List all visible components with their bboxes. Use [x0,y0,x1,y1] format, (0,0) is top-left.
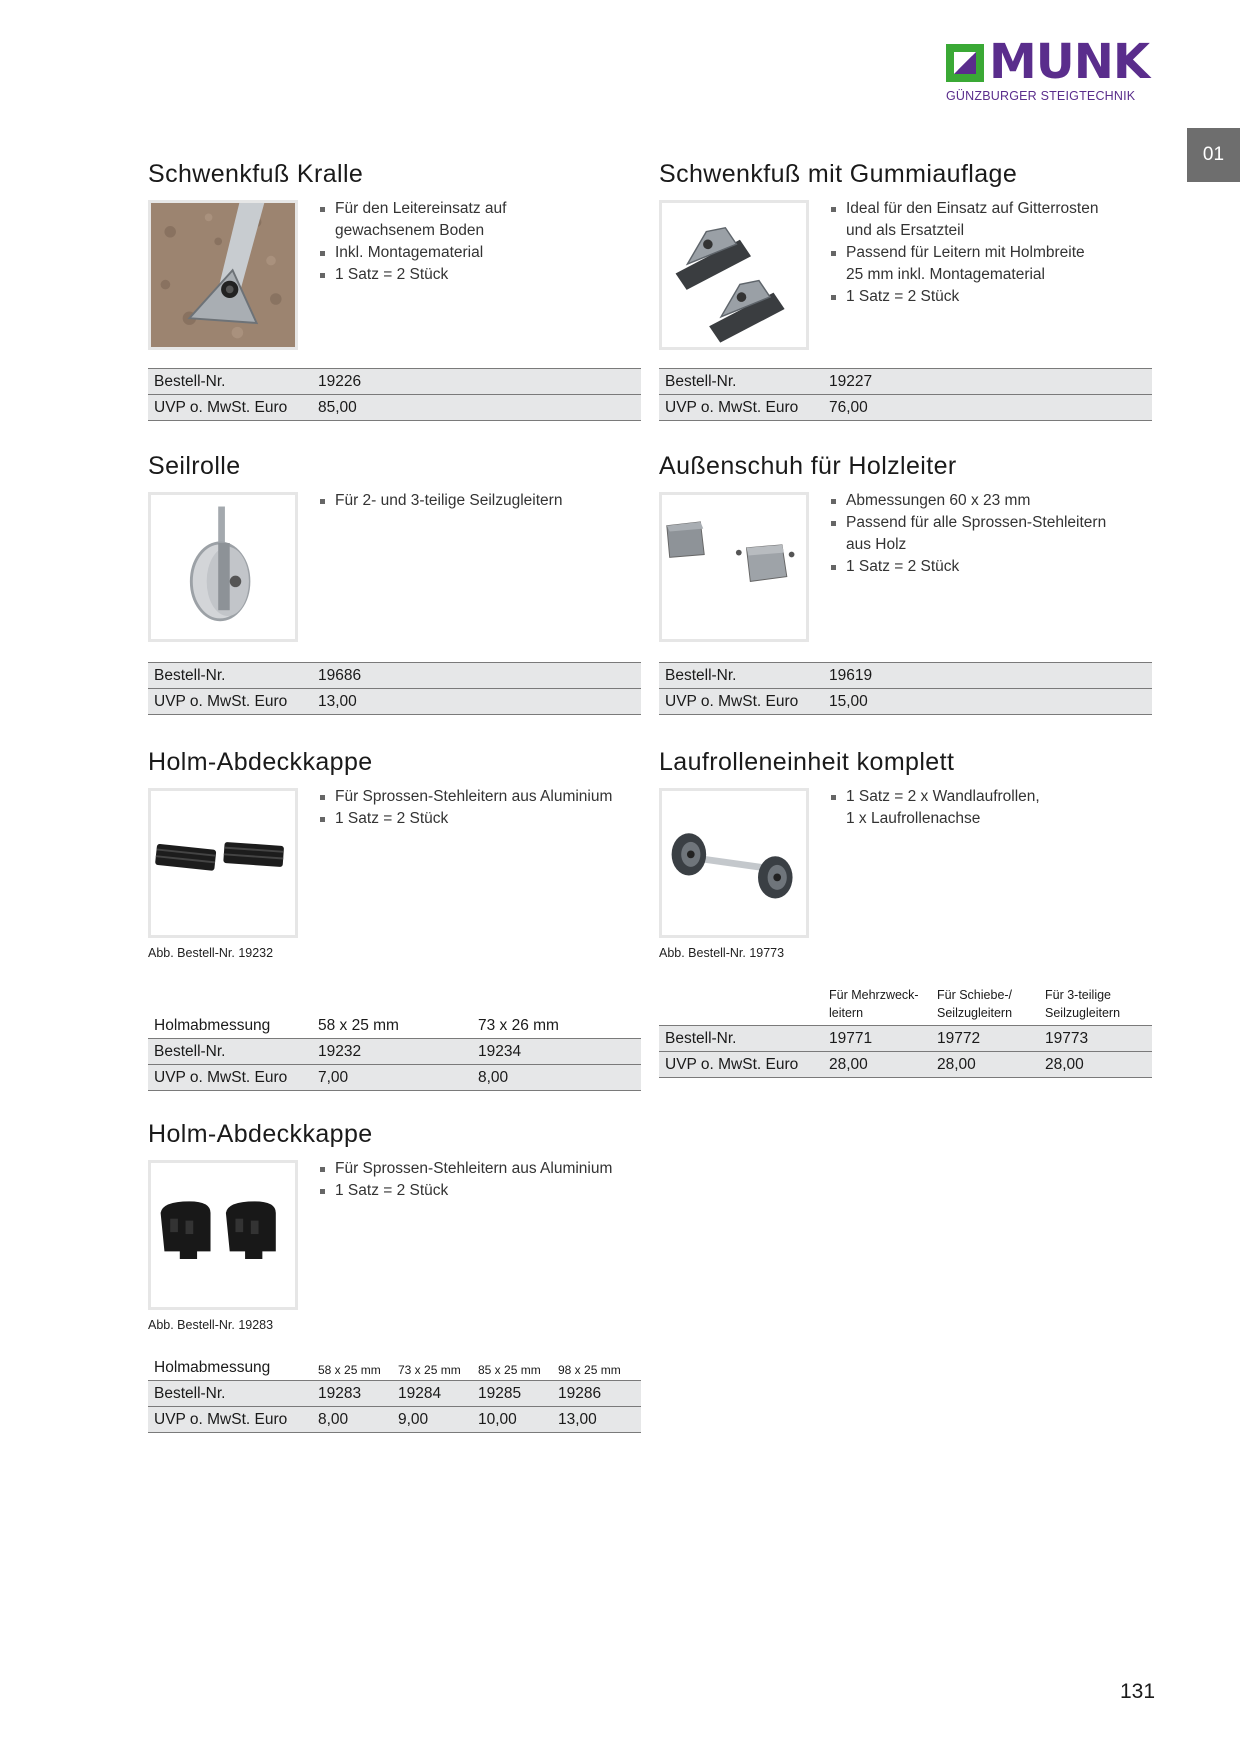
table-cell: 19226 [312,369,641,395]
bullet-item: 1 Satz = 2 Stück [318,808,612,830]
table-row [659,1052,1152,1078]
product-bullets [829,198,1098,308]
product-image [659,492,809,642]
table-cell: 19234 [472,1039,641,1065]
table-cell: UVP o. MwSt. Euro [148,1065,312,1091]
product-bullets [318,786,612,830]
table-header-cell: 73 x 25 mm [398,1363,461,1377]
table-row [148,369,641,395]
bullet-item: Inkl. Montagematerial [318,242,506,264]
table-cell: 19284 [392,1381,472,1407]
table-header-row [148,1010,641,1039]
chapter-tab[interactable]: 01 [1187,128,1240,182]
bullet-item: und als Ersatzteil [846,222,965,239]
table-cell: Bestell-Nr. [148,1039,312,1065]
table-row [148,1407,641,1433]
table-cell: UVP o. MwSt. Euro [148,689,312,715]
product-title: Seilrolle [148,452,241,480]
spec-table [148,1352,641,1433]
product-bullets [829,786,1040,830]
product-image [659,788,809,938]
table-header-cell: Für Schiebe-/ Seilzugleitern [937,988,1013,1020]
bullet-item: 25 mm inkl. Montagematerial [846,266,1045,283]
logo-tagline: GÜNZBURGER STEIGTECHNIK [946,89,1136,103]
table-header-cell: Holmabmessung [154,1017,271,1034]
table-cell: Bestell-Nr. [659,1026,823,1052]
product-bullets [829,490,1106,578]
table-cell: UVP o. MwSt. Euro [148,395,312,421]
table-cell: 19773 [1039,1026,1152,1052]
product-image [148,788,298,938]
table-row [148,1039,641,1065]
table-header-cell: 98 x 25 mm [558,1363,621,1377]
table-cell: Bestell-Nr. [148,663,312,689]
table-cell: 19283 [312,1381,392,1407]
bullet-item: Passend für alle Sprossen-Stehleitern [829,512,1106,534]
table-cell: Bestell-Nr. [659,369,823,395]
table-cell: 19232 [312,1039,472,1065]
table-cell: Bestell-Nr. [148,1381,312,1407]
table-row [148,663,641,689]
product-image [148,492,298,642]
bullet-item: 1 Satz = 2 Stück [829,556,1106,578]
bullet-item: 1 Satz = 2 Stück [318,264,506,286]
table-cell: UVP o. MwSt. Euro [659,395,823,421]
bullet-item: 1 Satz = 2 x Wandlaufrollen, [829,786,1040,808]
product-title: Holm-Abdeckkappe [148,748,373,776]
table-cell: 85,00 [312,395,641,421]
table-cell: 19772 [931,1026,1039,1052]
table-cell: 7,00 [312,1065,472,1091]
spec-table [659,368,1152,421]
product-title: Laufrolleneinheit komplett [659,748,955,776]
table-row [148,1381,641,1407]
table-row [659,369,1152,395]
table-cell: 19285 [472,1381,552,1407]
table-cell: 19227 [823,369,1152,395]
outer-shoe-photo-icon [662,495,806,639]
table-row [148,395,641,421]
table-header-cell: 73 x 26 mm [478,1017,559,1034]
table-cell: 13,00 [552,1407,641,1433]
table-header-cell: Für 3-teilige Seilzugleitern [1045,988,1121,1020]
table-row [148,689,641,715]
munk-logo [946,34,1152,108]
logo-brand: MUNK [989,34,1150,90]
table-cell: 76,00 [823,395,1152,421]
table-cell: 28,00 [931,1052,1039,1078]
product-title: Schwenkfuß Kralle [148,160,364,188]
munk-logo-mark-icon [946,44,984,82]
table-header-cell [659,986,823,1026]
table-cell: 15,00 [823,689,1152,715]
image-caption: Abb. Bestell-Nr. 19232 [148,946,274,960]
table-cell: UVP o. MwSt. Euro [659,1052,823,1078]
rail-cap-block-photo-icon [151,1163,295,1307]
table-cell: UVP o. MwSt. Euro [148,1407,312,1433]
swivel-foot-claw-photo-icon [151,203,295,347]
spec-table [148,662,641,715]
product-bullets [318,490,562,512]
spec-table [659,986,1152,1078]
bullet-item: 1 Satz = 2 Stück [829,286,1098,308]
table-header-row [659,986,1152,1026]
table-row [659,395,1152,421]
product-title: Schwenkfuß mit Gummiauflage [659,160,1018,188]
bullet-item: Ideal für den Einsatz auf Gitterrosten [829,198,1098,220]
table-header-cell: 58 x 25 mm [318,1017,399,1034]
table-cell: 28,00 [823,1052,931,1078]
table-cell: 8,00 [312,1407,392,1433]
table-header-cell: Holmabmessung [154,1359,271,1376]
table-header-cell: 58 x 25 mm [318,1363,381,1377]
bullet-item: Abmessungen 60 x 23 mm [829,490,1106,512]
product-image [148,200,298,350]
table-cell: Bestell-Nr. [659,663,823,689]
product-image [659,200,809,350]
page-number: 131 [1120,1680,1156,1703]
table-cell: 9,00 [392,1407,472,1433]
table-row [148,1065,641,1091]
bullet-item: Für Sprossen-Stehleitern aus Aluminium [318,1158,612,1180]
table-cell: 19686 [312,663,641,689]
table-cell: 13,00 [312,689,641,715]
table-cell: 28,00 [1039,1052,1152,1078]
swivel-foot-rubber-photo-icon [662,203,806,347]
bullet-item: Für Sprossen-Stehleitern aus Aluminium [318,786,612,808]
roller-unit-photo-icon [662,791,806,935]
bullet-item: 1 Satz = 2 Stück [318,1180,612,1202]
image-caption: Abb. Bestell-Nr. 19283 [148,1318,274,1332]
table-row [659,663,1152,689]
product-image [148,1160,298,1310]
spec-table [148,1010,641,1091]
table-cell: 19619 [823,663,1152,689]
rope-pulley-photo-icon [151,495,295,639]
table-cell: UVP o. MwSt. Euro [659,689,823,715]
table-header-row [148,1352,641,1381]
spec-table [148,368,641,421]
table-cell: 10,00 [472,1407,552,1433]
table-row [659,689,1152,715]
table-cell: 19771 [823,1026,931,1052]
table-row [659,1026,1152,1052]
table-header-cell: Für Mehrzweck- leitern [829,988,919,1020]
bullet-item: aus Holz [846,536,907,553]
table-cell: Bestell-Nr. [148,369,312,395]
bullet-item: Passend für Leitern mit Holmbreite [829,242,1098,264]
spec-table [659,662,1152,715]
product-title: Außenschuh für Holzleiter [659,452,957,480]
bullet-item: Für den Leitereinsatz auf [318,198,506,220]
product-bullets [318,1158,612,1202]
image-caption: Abb. Bestell-Nr. 19773 [659,946,785,960]
bullet-item: gewachsenem Boden [335,222,485,239]
table-cell: 8,00 [472,1065,641,1091]
product-title: Holm-Abdeckkappe [148,1120,373,1148]
product-bullets [318,198,506,286]
table-cell: 19286 [552,1381,641,1407]
table-header-cell: 85 x 25 mm [478,1363,541,1377]
rail-cap-flat-photo-icon [151,791,295,935]
bullet-item: 1 x Laufrollenachse [846,810,981,827]
bullet-item: Für 2- und 3-teilige Seilzugleitern [318,490,562,512]
